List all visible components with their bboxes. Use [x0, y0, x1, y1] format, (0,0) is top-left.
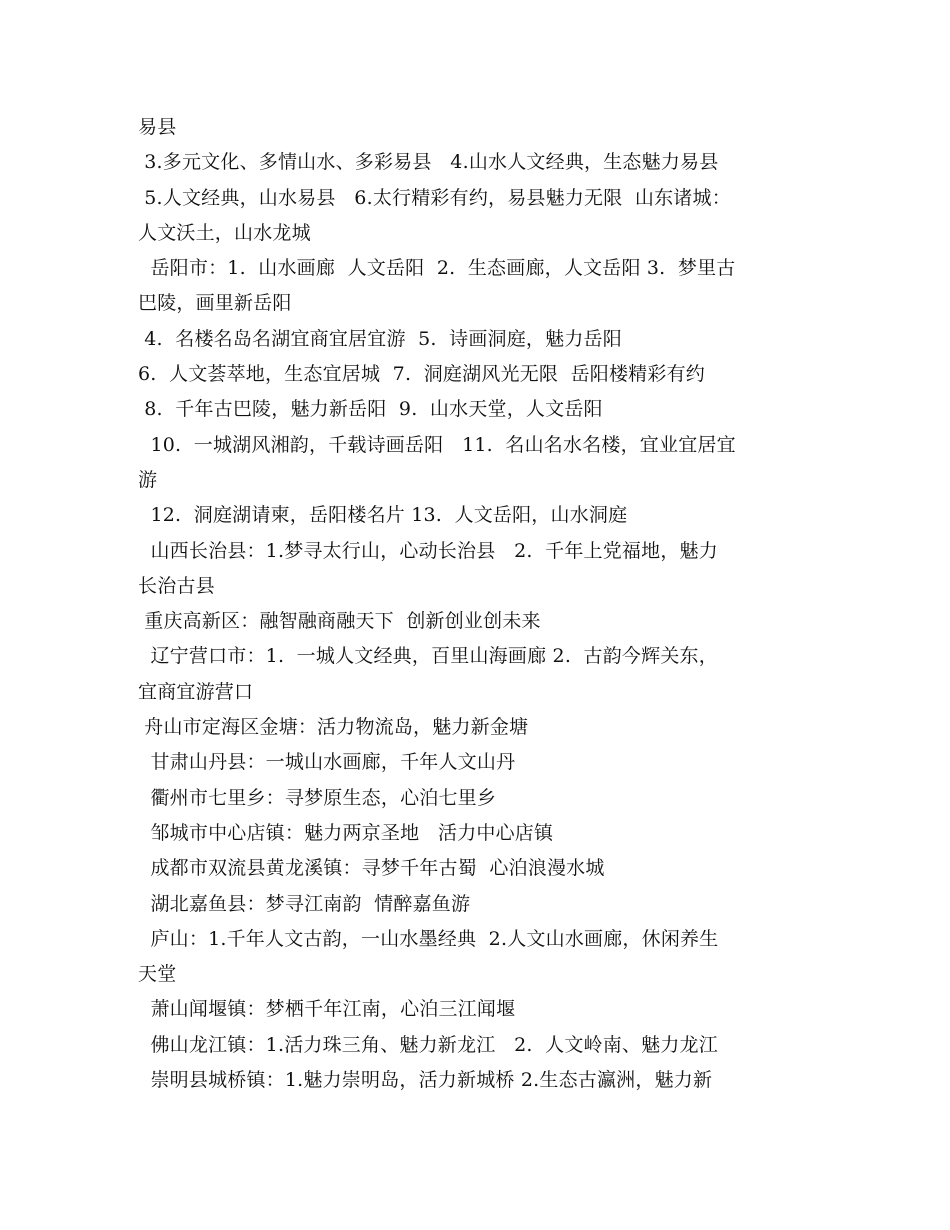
text-line: 邹城市中心店镇：魅力两京圣地 活力中心店镇	[138, 821, 554, 844]
text-line: 8. 千年古巴陵，魅力新岳阳 9. 山水天堂，人文岳阳	[138, 398, 603, 421]
text-line: 6. 人文荟萃地，生态宜居城 7. 洞庭湖风光无限 岳阳楼精彩有约	[138, 363, 705, 386]
text-line: 易县	[138, 116, 177, 138]
document-body	[138, 110, 818, 1098]
text-line: 长治古县	[138, 574, 215, 597]
text-line: 成都市双流县黄龙溪镇：寻梦千年古蜀 心泊浪漫水城	[138, 857, 605, 880]
text-line: 湖北嘉鱼县：梦寻江南韵 情醉嘉鱼游	[138, 892, 471, 915]
text-line: 甘肃山丹县：一城山水画廊，千年人文山丹	[138, 751, 516, 774]
text-line: 5.人文经典，山水易县 6.太行精彩有约，易县魅力无限 山东诸城：	[138, 186, 731, 209]
text-line: 宜商宜游营口	[138, 680, 254, 703]
text-line: 人文沃土，山水龙城	[138, 221, 311, 244]
text-line: 岳阳市：1. 山水画廊 人文岳阳 2. 生态画廊，人文岳阳 3. 梦里古	[138, 257, 736, 280]
text-line: 庐山：1.千年人文古韵，一山水墨经典 2.人文山水画廊，休闲养生	[138, 927, 719, 950]
text-line: 佛山龙江镇：1.活力珠三角、魅力新龙江 2. 人文岭南、魅力龙江	[138, 1033, 718, 1056]
text-line: 辽宁营口市：1. 一城人文经典，百里山海画廊 2. 古韵今辉关东，	[138, 645, 718, 668]
text-line: 衢州市七里乡：寻梦原生态，心泊七里乡	[138, 786, 497, 809]
text-line: 12. 洞庭湖请柬，岳阳楼名片 13. 人文岳阳，山水洞庭	[138, 504, 628, 527]
text-line: 萧山闻堰镇：梦栖千年江南，心泊三江闻堰	[138, 998, 516, 1021]
text-line: 崇明县城桥镇：1.魅力崇明岛，活力新城桥 2.生态古瀛洲，魅力新	[138, 1069, 713, 1092]
text-line: 重庆高新区：融智融商融天下 创新创业创未来	[138, 610, 541, 633]
text-line: 10. 一城湖风湘韵，千载诗画岳阳 11. 名山名水名楼，宜业宜居宜	[138, 433, 736, 456]
text-line: 天堂	[138, 963, 177, 986]
text-line: 4. 名楼名岛名湖宜商宜居宜游 5. 诗画洞庭，魅力岳阳	[138, 327, 622, 350]
text-line: 游	[138, 468, 158, 491]
text-line: 巴陵，画里新岳阳	[138, 292, 292, 315]
text-line: 3.多元文化、多情山水、多彩易县 4.山水人文经典，生态魅力易县	[138, 151, 719, 174]
text-line: 舟山市定海区金塘：活力物流岛，魅力新金塘	[138, 716, 529, 739]
text-line: 山西长治县：1.梦寻太行山，心动长治县 2. 千年上党福地，魅力	[138, 539, 718, 562]
